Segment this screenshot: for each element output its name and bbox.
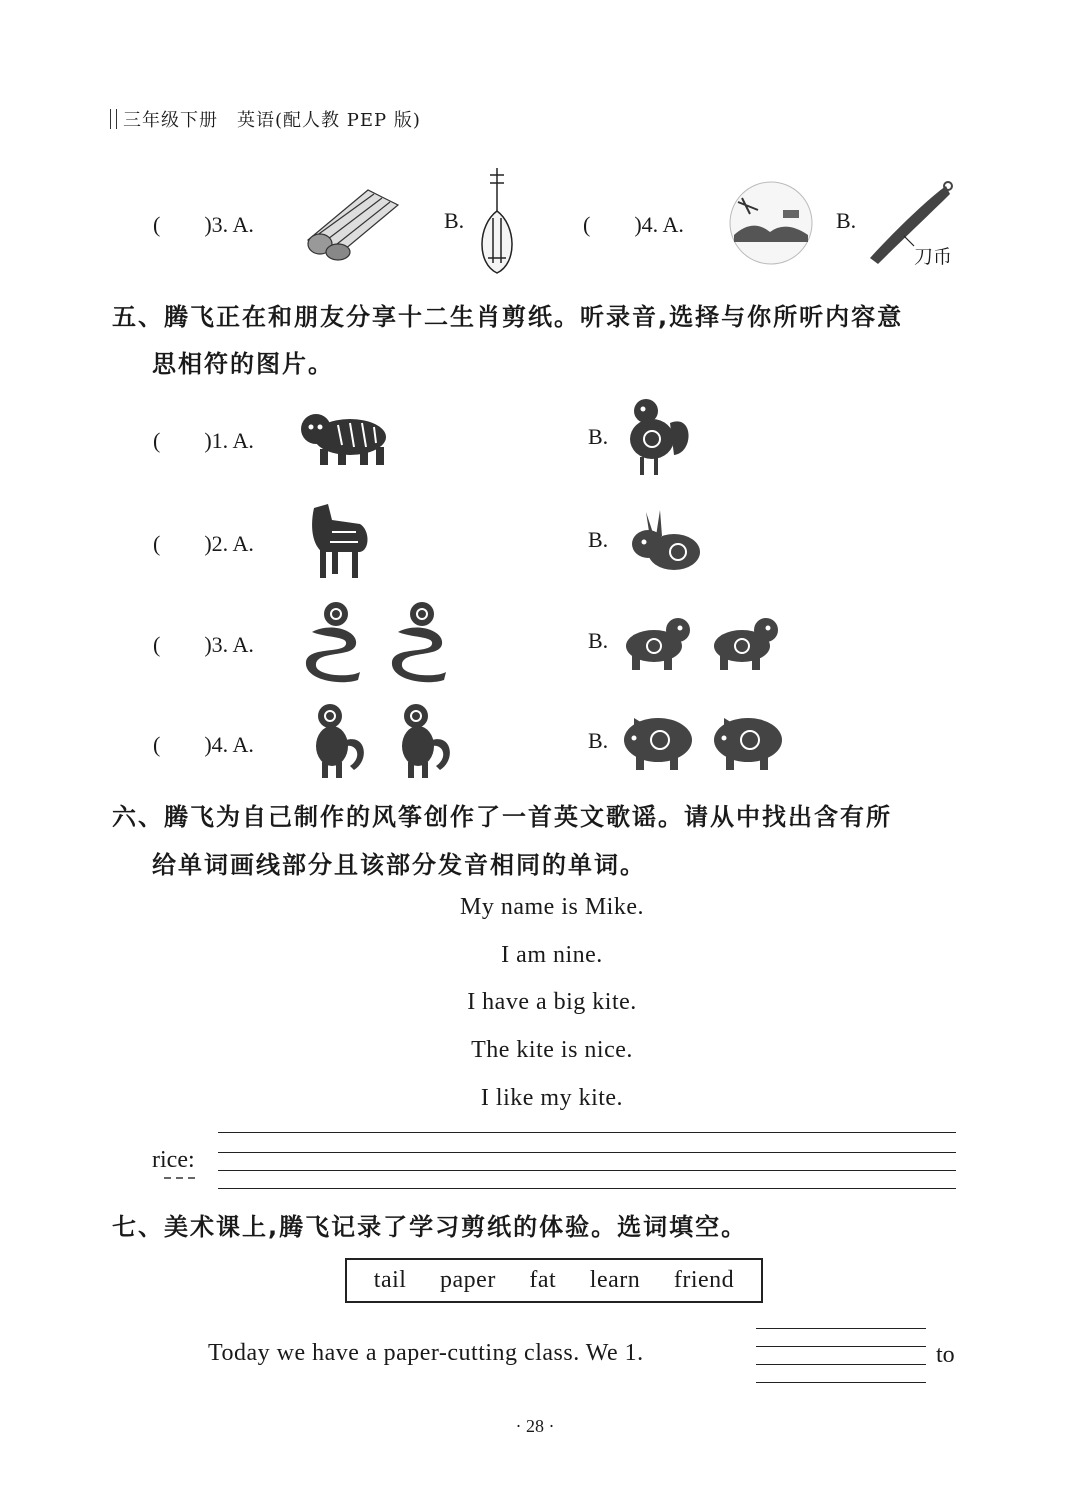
dog-papercut-icon-2 [708, 610, 782, 672]
s5-q4-paren: ( )4. A. [153, 732, 254, 757]
answer-label-rice: rice: [152, 1147, 195, 1173]
word-bank-item: learn [589, 1267, 641, 1293]
q4-option-b: B. [836, 208, 857, 233]
blank-1-line-mid[interactable] [756, 1346, 926, 1347]
rooster-papercut-icon [618, 393, 694, 479]
q4-paren: ( )4. A. [583, 212, 684, 237]
poem-line-4: The kite is nice. [471, 1037, 633, 1063]
coin-label: 刀币 [914, 246, 953, 268]
section5-title-line2: 思相符的图片。 [152, 350, 334, 378]
dragon-papercut-icon-2 [386, 600, 456, 682]
s5-q3-paren: ( )3. A. [153, 632, 254, 657]
answer-line-3[interactable] [218, 1170, 956, 1171]
word-bank-box [345, 1258, 763, 1303]
dog-papercut-icon-1 [620, 610, 694, 672]
passage-sentence-start: Today we have a paper-cutting class. We 1. [208, 1340, 644, 1366]
poem-line-5: I like my kite. [480, 1085, 624, 1111]
blank-1-line-bottom[interactable] [756, 1364, 926, 1365]
s5-q1-paren: ( )1. A. [153, 428, 254, 453]
page-number: · 28 · [515, 1416, 555, 1436]
passage-sentence-end: to [936, 1342, 955, 1368]
word-bank-item: paper [440, 1267, 496, 1293]
q3-paren: ( )3. A. [153, 212, 254, 237]
answer-line-1[interactable] [218, 1132, 956, 1133]
section6-title-line1: 六、腾飞为自己制作的风筝创作了一首英文歌谣。请从中找出含有所 [112, 803, 892, 831]
rabbit-papercut-icon [620, 508, 704, 574]
s5-q1-option-b: B. [588, 424, 609, 449]
s5-q2-paren: ( )2. A. [153, 531, 254, 556]
dragon-papercut-icon-1 [300, 600, 370, 682]
word-bank-item: tail [373, 1267, 407, 1293]
pig-papercut-icon-1 [620, 708, 696, 772]
poem-line-1: My name is Mike. [460, 894, 644, 920]
landscape-painting-icon [728, 180, 814, 266]
poem-line-3: I have a big kite. [467, 989, 637, 1015]
answer-line-2[interactable] [218, 1152, 956, 1153]
tiger-papercut-icon [298, 405, 394, 469]
word-bank-item: fat [529, 1267, 557, 1293]
pig-papercut-icon-2 [710, 708, 786, 772]
blank-1-line-base[interactable] [756, 1382, 926, 1383]
page-header: 三年级下册 英语(配人教 PEP 版) [110, 106, 421, 132]
s5-q2-option-b: B. [588, 527, 609, 552]
pipa-icon [470, 163, 525, 278]
s5-q4-option-b: B. [588, 728, 609, 753]
q3-option-b: B. [444, 208, 465, 233]
monkey-papercut-icon-1 [300, 700, 374, 780]
word-bank-item: friend [673, 1267, 735, 1293]
blank-1-line-top[interactable] [756, 1328, 926, 1329]
s5-q3-option-b: B. [588, 628, 609, 653]
answer-line-4[interactable] [218, 1188, 956, 1189]
section7-title: 七、美术课上,腾飞记录了学习剪纸的体验。选词填空。 [112, 1213, 748, 1241]
rice-underline-marks [164, 1175, 204, 1181]
section5-title-line1: 五、腾飞正在和朋友分享十二生肖剪纸。听录音,选择与你所听内容意 [112, 303, 904, 331]
bamboo-slips-icon [298, 180, 408, 260]
poem-line-2: I am nine. [501, 942, 603, 968]
section6-title-line2: 给单词画线部分且该部分发音相同的单词。 [152, 851, 646, 879]
horse-papercut-icon [300, 500, 376, 582]
monkey-papercut-icon-2 [386, 700, 460, 780]
header-bar-icon [110, 109, 117, 129]
